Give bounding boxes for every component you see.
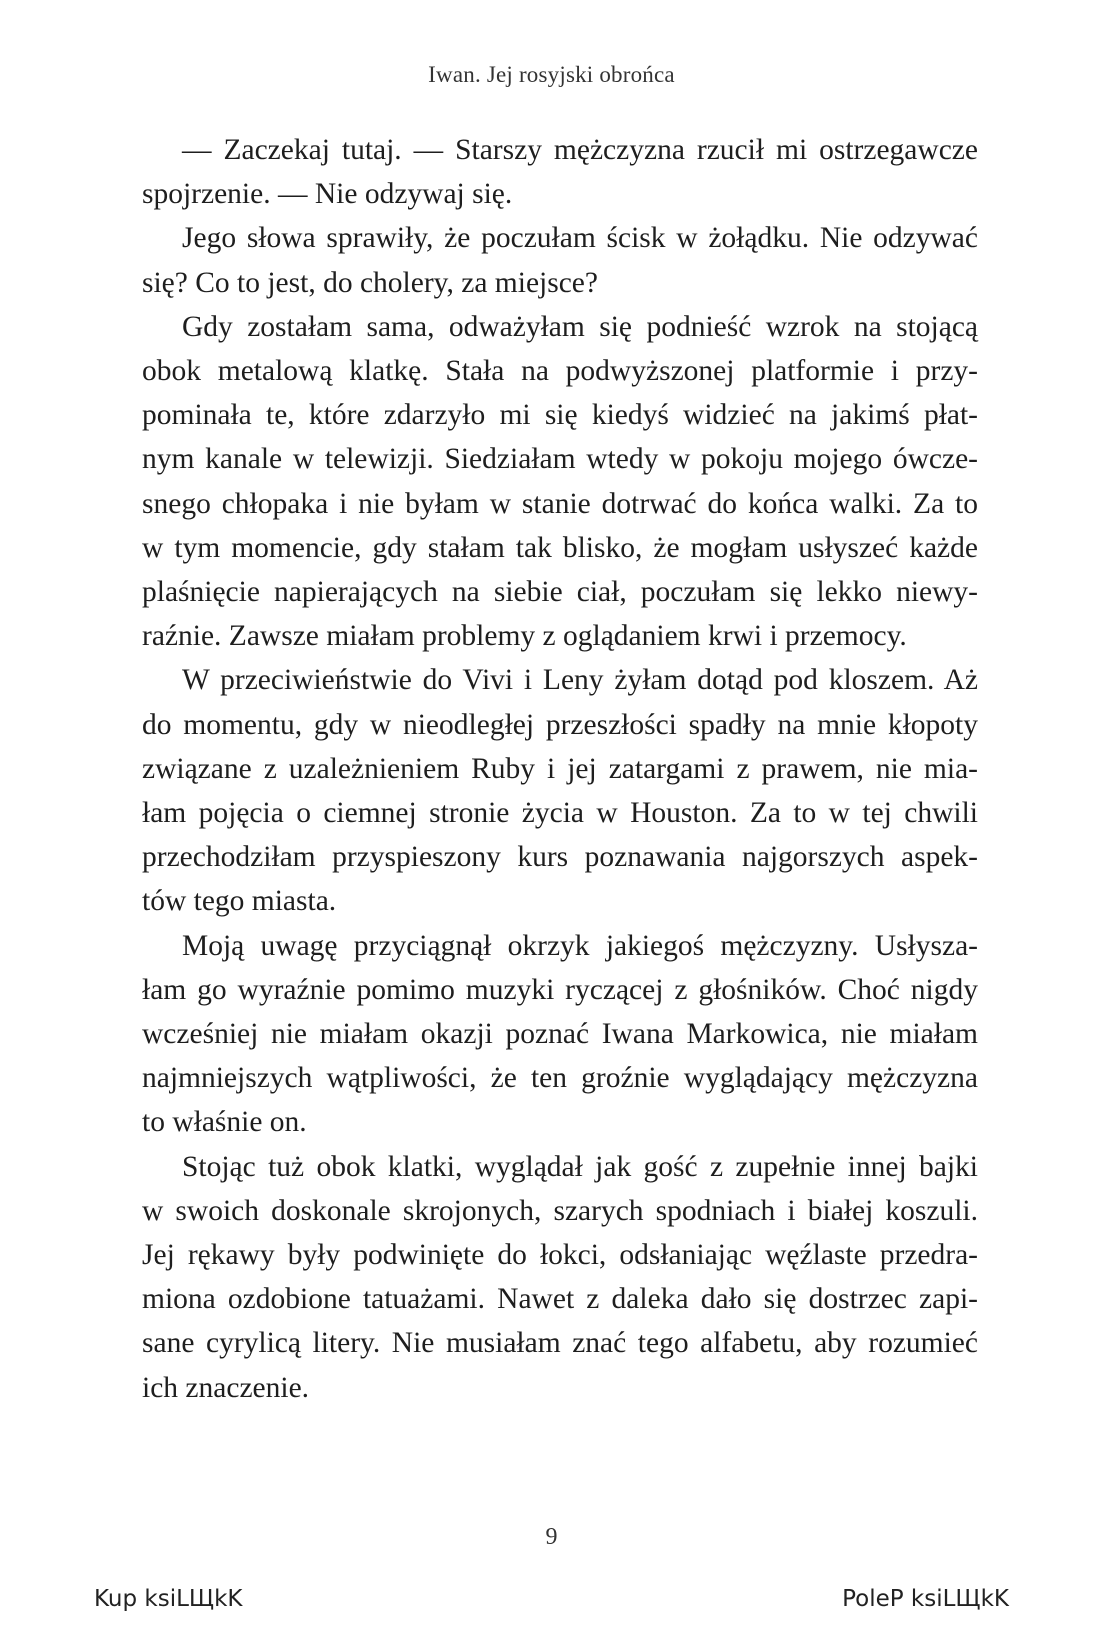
text-line: do momentu, gdy w nieodległej przeszłości spadły na mnie kłopoty [142,708,978,741]
paragraph-4 [142,658,978,923]
text-line: tów tego miasta. [142,885,337,918]
paragraph-2 [142,216,978,304]
text-line: w tym momencie, gdy stałam tak blisko, że mogłam usłyszeć każde [142,531,978,564]
text-line: w swoich doskonale skrojonych, szarych spodniach i białej koszuli. [142,1194,978,1227]
paragraph-5 [142,924,978,1145]
text-line: to właśnie on. [142,1106,307,1139]
text-line: Moją uwagę przyciągnął okrzyk jakiegoś mężczyzny. Usłysza- [182,929,978,962]
text-line: najmniejszych wątpliwości, że ten groźnie wyglądający mężczyzna [142,1062,978,1095]
text-line: W przeciwieństwie do Vivi i Leny żyłam dotąd pod kloszem. Aż [182,664,978,697]
text-line: miona ozdobione tatuażami. Nawet z daleka dało się dostrzec zapi- [142,1283,978,1316]
text-line: spojrzenie. — Nie odzywaj się. [142,178,513,211]
text-line: przechodziłam przyspieszony kurs poznawania najgorszych aspek- [142,841,978,874]
running-header: Iwan. Jej rosyjski obrońca [428,62,675,87]
text-line: łam pojęcia o ciemnej stronie życia w Houston. Za to w tej chwili [142,797,978,830]
paragraph-1 [142,128,978,216]
text-line: plaśnięcie napierających na siebie ciał, poczułam się lekko niewy- [142,576,978,609]
text-line: Jej rękawy były podwinięte do łokci, odsłaniając węźlaste przedra- [142,1239,978,1272]
text-line: łam go wyraźnie pomimo muzyki ryczącej z głośników. Choć nigdy [142,973,978,1006]
text-line: Gdy zostałam sama, odważyłam się podnieść wzrok na stojącą [182,310,978,343]
recommend-book-link[interactable]: PoleP ksiLЩkK [842,1586,1009,1612]
text-line: snego chłopaka i nie byłam w stanie dotrwać do końca walki. Za to [142,487,978,520]
text-line: ich znaczenie. [142,1371,310,1404]
paragraph-6 [142,1145,978,1410]
text-line: obok metalową klatkę. Stała na podwyższonej platformie i przy- [142,355,978,388]
text-line: nym kanale w telewizji. Siedziałam wtedy w pokoju mojego ówcze- [142,443,978,476]
text-line: się? Co to jest, do cholery, za miejsce? [142,266,598,299]
text-line: sane cyrylicą litery. Nie musiałam znać tego alfabetu, aby rozumieć [142,1327,978,1360]
text-line: — Zaczekaj tutaj. — Starszy mężczyzna rzucił mi ostrzegawcze [182,134,978,166]
page-number: 9 [545,1524,558,1550]
text-line: pominała te, które zdarzyło mi się kiedyś widzieć na jakimś płat- [142,399,978,432]
text-line: raźnie. Zawsze miałam problemy z oglądaniem krwi i przemocy. [142,620,907,653]
text-line: związane z uzależnieniem Ruby i jej zatargami z prawem, nie mia- [142,752,978,785]
body-text [142,128,978,1410]
text-line: Jego słowa sprawiły, że poczułam ścisk w żołądku. Nie odzywać [182,222,978,255]
buy-book-link[interactable]: Kup ksiLЩkK [94,1586,243,1612]
text-line: Stojąc tuż obok klatki, wyglądał jak gość z zupełnie innej bajki [182,1150,978,1183]
text-line: wcześniej nie miałam okazji poznać Iwana Markowica, nie miałam [142,1018,978,1051]
paragraph-3 [142,305,978,659]
